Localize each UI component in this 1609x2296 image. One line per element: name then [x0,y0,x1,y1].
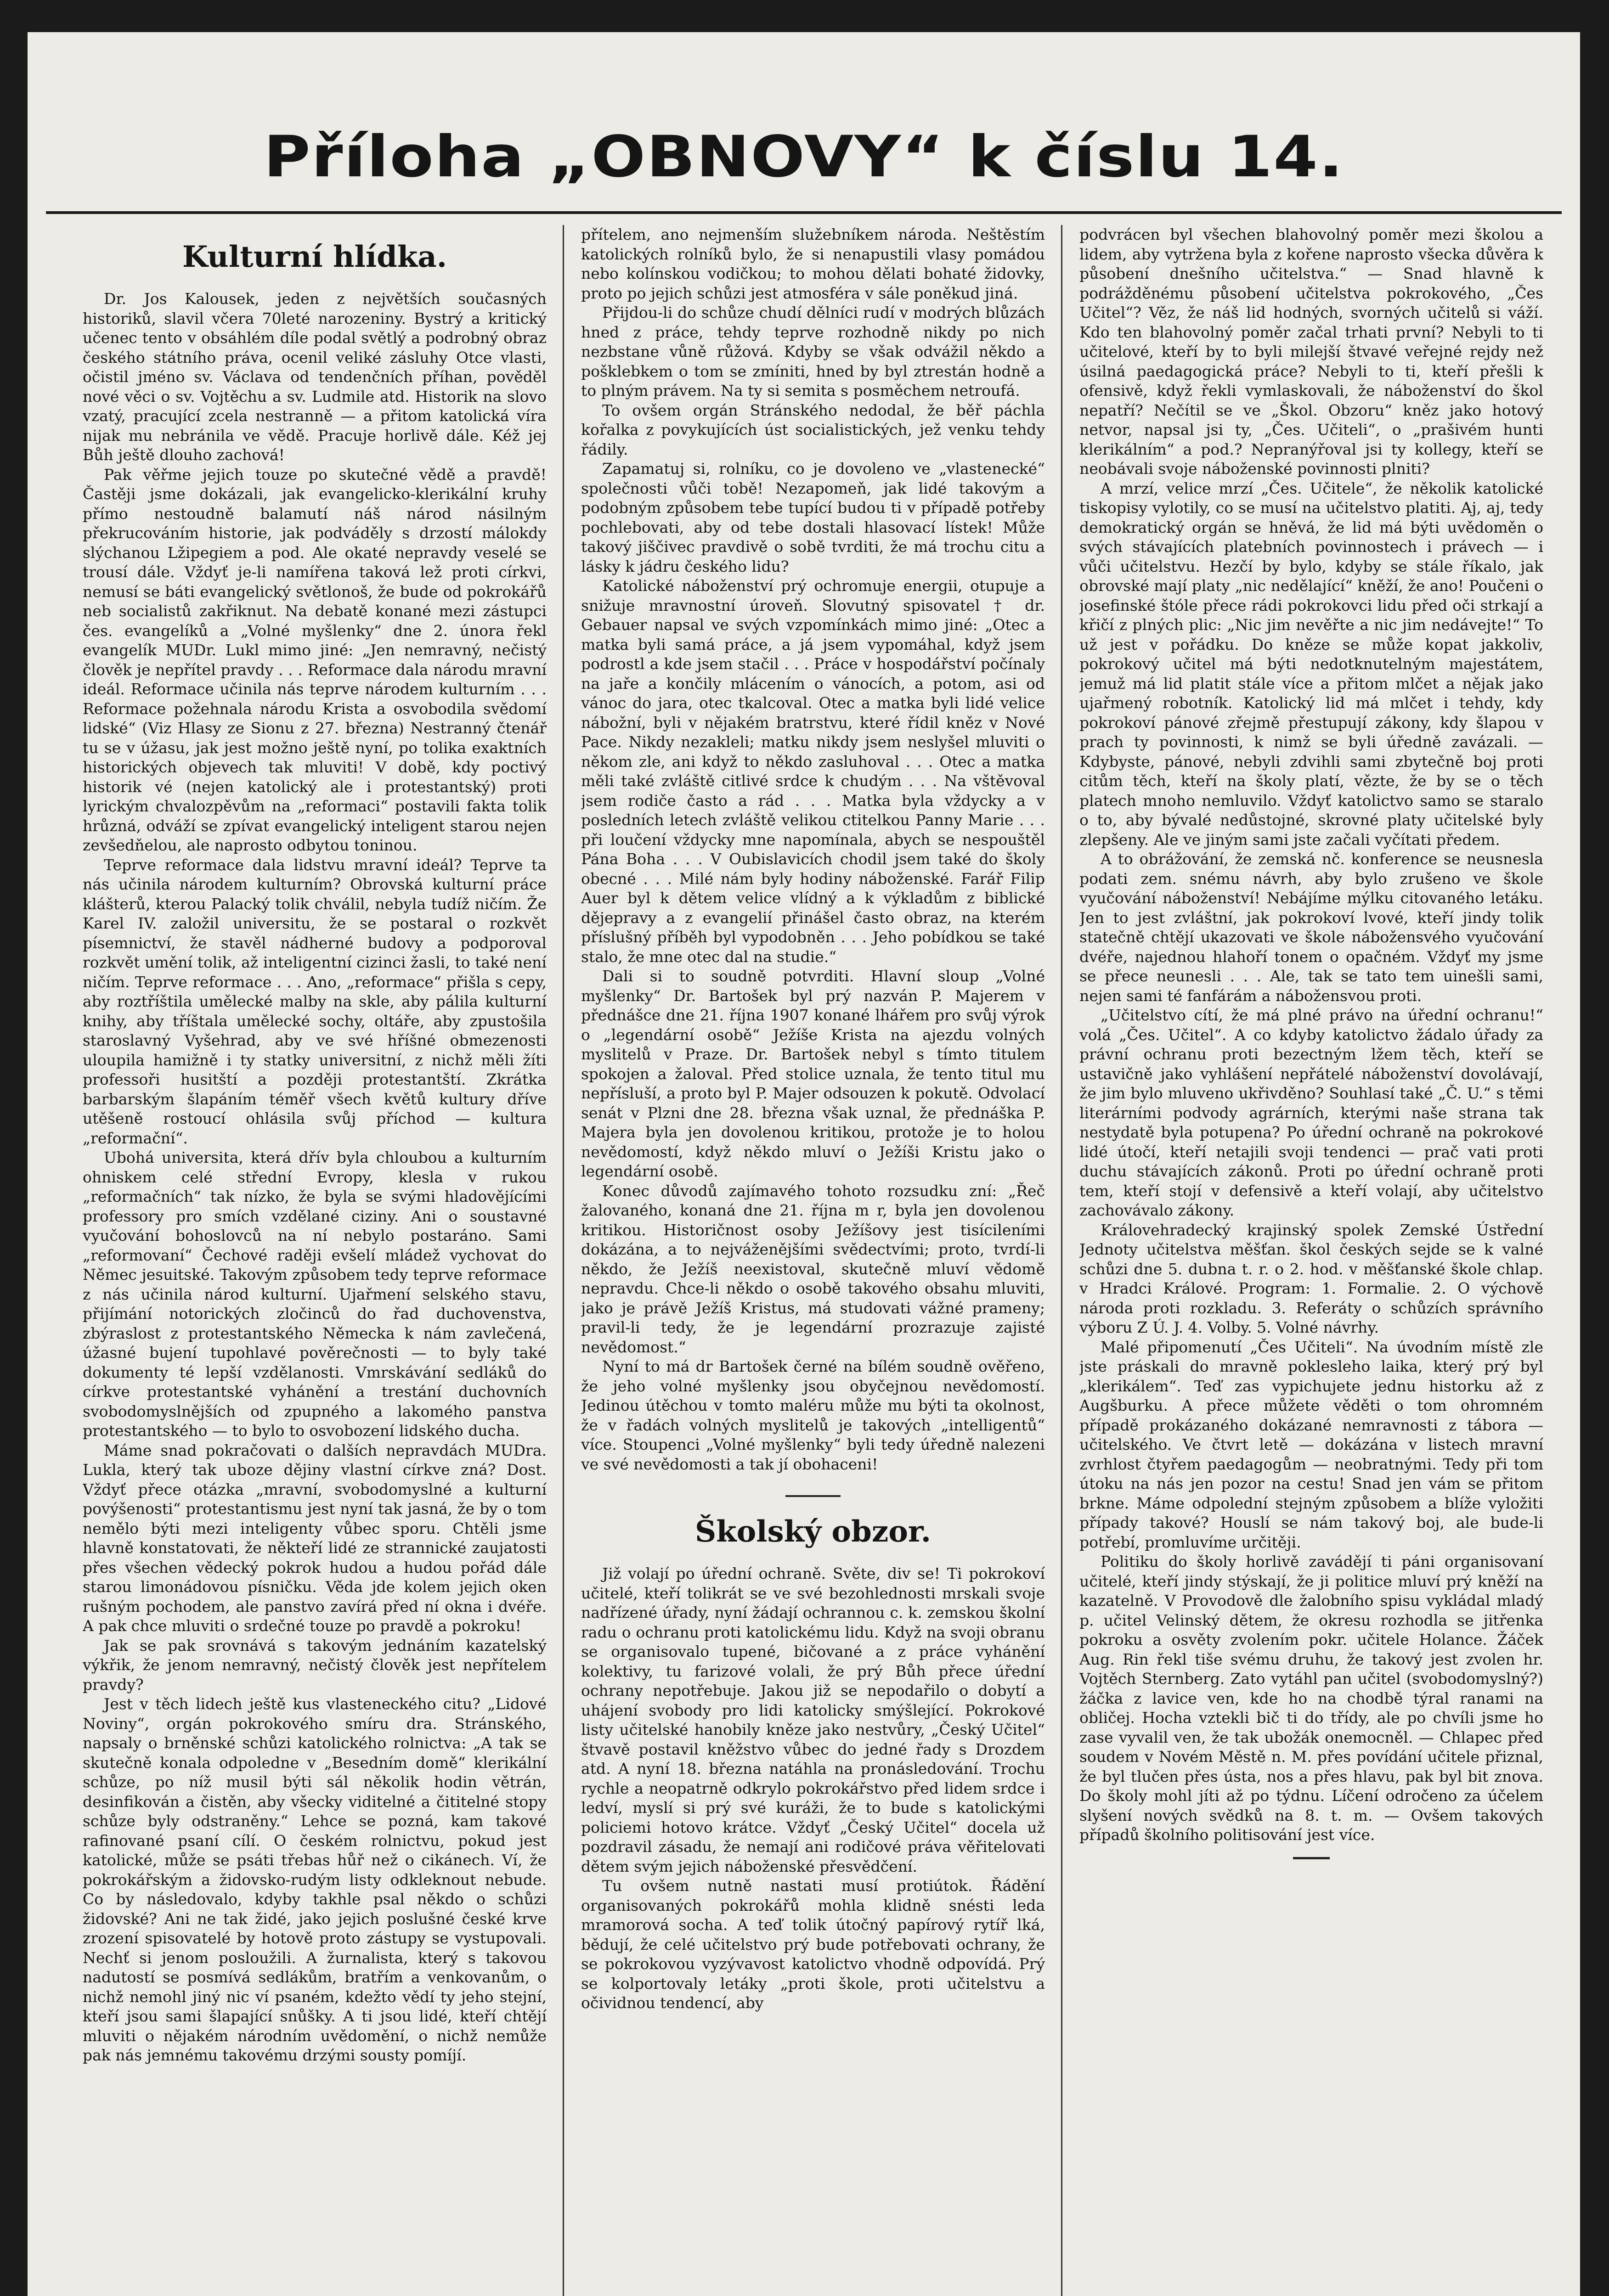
article-paragraph: Teprve reformace dala lidstvu mravní ideál? Teprve ta nás učinila národem kulturním? Obrovská kulturní práce klášterů, kterou Palacký tolik chválil, nebyla tudíž ničím. Že Karel IV. založil universitu, že se postaral o rozkvět písemnictví, že stavěl nádherné budovy a podporoval rozkvět umění tolik, až inteligentní cizinci žasli, to také není ničím. Teprve reformace . . . Ano, „reformace“ přišla s cepy, aby roztříštila umělecké malby na skle, aby pálila kulturní knihy, aby tříštala umělecké sochy, oltáře, aby zpustošila staroslavný Vyšehrad, aby ve své hříšné obmezenosti uloupila hamižně i ty statky universitní, z nichž měli žíti professoři husitští a později protestantští. Zkrátka barbarským šlapáním téměř všech květů kultury dříve utěšeně rostoucí ohlásila svůj příchod — kultura „reformační“. [83,855,547,1147]
article-paragraph: Zapamatuj si, rolníku, co je dovoleno ve „vlastenecké“ společnosti vůči tobě! Nezapomeň, jak lidé takovým a podobným způsobem tebe tupící budou ti v případě potřeby pochlebovati, aby od tebe dostali hlasovací lístek! Může takový jiščivec pravdivě o sobě tvrditi, že má trochu citu a lásky k jádru českého lidu? [581,460,1045,575]
article-paragraph: Politiku do školy horlivě zavádějí ti páni organisovaní učitelé, kteří jindy stýskají, že ji politice mluví prý kněží na kazatelně. V Provodově dle žalobního spisu vykládal mladý p. učitel Velinský dětem, že okresu rozhodla se jitřenka pokroku a osvěty zvolením pokr. učitele Holance. Žáček Aug. Rin řekl tiše svému druhu, že takový jest zvolen hr. Vojtěch Sternberg. Zato vytáhl pan učitel (svobodomyslný?) žáčka z lavice ven, kde ho na chodbě týral ranami na obličej. Hocha vztekli bič ti do třídy, ale po chvíli jsme ho zase vyvalil ven, že tak ubožák onemocněl. — Chlapec před soudem v Novém Městě n. M. přes povídání učitele přiznal, že byl tlučen přes ústa, nos a přes hlavu, pak byl bit znova. Do školy mohl jíti až po týdnu. Líčení odročeno za účelem slyšení nových svědků na 8. t. m. — Ovšem takových případů školního politisování jest více. [1079,1553,1543,1844]
section-title-kulturni-hlidka: Kulturní hlídka. [182,240,447,274]
article-paragraph: Dali si to soudně potvrditi. Hlavní sloup „Volné myšlenky“ Dr. Bartošek byl prý nazván P. Majerem v přednášce dne 21. října 1907 konané lhářem pro svůj výrok o „legendární osobě“ Ježíše Krista na ajezdu volných myslitelů v Praze. Dr. Bartošek nebyl s tímto titulem spokojen a žaloval. Před stolice uznala, že tento titul mu nepřísluší, a proto byl P. Majer odsouzen k pokutě. Odvolací senát v Plzni dne 28. března však uznal, že přednáška P. Majera byla jen dovolenou kritikou, protože je to holou nevědomostí, když někdo mluví o Ježíši Kristu jako o legendární osobě. [581,967,1045,1180]
article-paragraph: Již volají po úřední ochraně. Světe, div se! Ti pokrokoví učitelé, kteří tolikrát se ve své bezohlednosti mrskali svoje nadřízené úřady, nyní žádají ochrannou c. k. zemskou školní radu o ochranu proti katolickému lidu. Když na svoji obranu se organisovalo tupené, bičované a z práce vyhánění kolektivy, tu farizové volali, že prý Bůh přece úřední ochrany nepotřebuje. Jakou již se nepodařilo o dobytí a uhájení svobody pro lidi katolicky smýšlející. Pokrokové listy učitelské hanobily kněze jako nestvůry, „Český Učitel“ štvavě postavil kněžstvo vůbec do jedné řady s Drozdem atd. A nyní 18. března natáhla na pronásledování. Trochu rychle a neopatrně odkrylo pokrokářstvo před lidem srdce i ledví, myslí si prý své kuráži, že to bude s katolickými policiemi hotovo krátce. Vždyť „Český Učitel“ docela už pozdravil zásadu, že nemají ani rodičové práva věřitelovati dětem svým jejich náboženské přesvědčení. [581,1564,1045,1875]
article-paragraph: Nyní to má dr Bartošek černé na bílém soudně ověřeno, že jeho volné myšlenky jsou obyčejnou nevědomostí. Jedinou útěchou v tomto maléru může mu býti ta okolnost, že v řadách volných myslitelů je takových „intelligentů“ více. Stoupenci „Volné myšlenky“ byli tedy úředně nalezeni ve své nevědomosti a tak jí obohaceni! [581,1357,1045,1473]
newspaper-page [28,32,1580,2296]
column-divider [563,225,564,2296]
article-paragraph: Malé připomenutí „Čes Učiteli“. Na úvodním místě zle jste práskali do mravně poklesleho laika, který prý byl „klerikálem“. Teď zas vypichujete jednu historku až z Augšburku. A přece můžete věděti o tom ohromném případě prokázaného dokázané nemravnosti z tábora — učitelského. Ve čtvrt letě — dokázána v listech mravní zvrhlost čtyřem paedagogům — neobratnými. Tedy při tom útoku na nás jen pozor na cestu! Snad jen vám se přitom brkne. Máme odpolední stejným způsobem a blíže vyložiti případy takové? Houslí se nám takový boj, ale bude-li potřebí, promluvíme určitěji. [1079,1338,1543,1551]
article-paragraph: přítelem, ano nejmenším služebníkem národa. Neštěstím katolických rolníků bylo, že si nenapustili vlasy pomádou nebo kolínskou vodičkou; to mohou dělati bohaté židovky, proto po jejich schůzi jest atmosféra v sále poněkud jiná. [581,225,1045,302]
article-paragraph: A to obrážování, že zemská nč. konference se neusnesla podati zem. snému návrh, aby bylo zrušeno ve škole vyučování náboženství! Nebájíme mýlku citovaného letáku. Jen to jest zvláštní, jak pokrokoví lvové, kteří jindy tolik statečně chtějí ukazovati ve škole nábožensvého vyučování dvéře, najednou hlahoří tonem o opačném. Vždyť my jsme se přece neunesli . . . Ale, tak se tato tem uinešli sami, nejen sami té fanfárám a nábožensvou proti. [1079,850,1543,1005]
article-paragraph: To ovšem orgán Stránského nedodal, že běř páchla kořalka z povykujících úst socialistických, jež venku tehdy řádily. [581,401,1045,458]
column-2 [581,225,1045,2296]
article-paragraph: A mrzí, velice mrzí „Čes. Učitele“, že několik katolické tiskopisy vylotily, co se musí na učitelstvo platiti. Aj, aj, tedy demokratický orgán se hněvá, že lid má býti uvědoměn o svých stávajících platebních povinnostech i právech — i vůči učitelstvu. Hezčí by bylo, kdyby se stále říkalo, jak obrovské mají platy „nic nedělající“ kněží, že ano! Poučeni o josefinské štóle přece rádi pokrokovci lidu před oči strkají a křičí z plných plic: „Nic jim nevěřte a nic jim nedávejte!“ To už jest v pořádku. Do kněze se může kopat jakkoliv, pokrokový učitel má býti nedotknutelným majestátem, jemuž má lid platit stále více a přitom mlčet a nějak jako ujařmený robotník. Katolický lid má mlčet i tehdy, kdy pokrokoví pánové zřejmě přestupují zákony, kdy šlapou v prach ty povinnosti, k nimž se byli úředně zavázali. — Kdybyste, pánové, nebyli zdvihli sami zbytečně boj proti citům těch, kteří na školy platí, vězte, že by se o těch platech mnoho nemluvilo. Vždyť katolictvo samo se staralo o to, aby bývalé nedůstojné, skrovné platy učitelské byly zlepšeny. Ale ve jiným sami jste začali vyčítati předem. [1079,479,1543,849]
article-paragraph: Dr. Jos Kalousek, jeden z největších současných historiků, slavil včera 70leté narozeniny. Bystrý a kritický učenec tento v obsáhlém díle podal světlý a podrobný obraz českého státního práva, ocenil veliké zásluhy Otce vlasti, očistil jméno sv. Václava od tendenčních příhan, pověděl nové věci o sv. Vojtěchu a sv. Ludmile atd. Historik na slovo vzatý, pracující zcela nestranně — a přitom katolická víra nijak mu nebránila ve vědě. Pracuje horlivě dále. Kéž jej Bůh ještě dlouho zachová! [83,290,547,464]
article-paragraph: „Učitelstvo cítí, že má plné právo na úřední ochranu!“ volá „Čes. Učitel“. A co kdyby katolictvo žádalo úřady za právní ochranu proti bezectným lžem těch, kteří se ustavičně jako vyhlášení nepřátelé náboženství dovolávají, že jim bylo mluveno ukřivděno? Souhlasí také „Č. U.“ s těmi literárními podvody agrárních, kterými naše strana tak nestydatě byla potupena? Po úřední ochraně na pokrokové lidé útočí, kteří netajili svoji tendenci — prač vati proti duchu stávajících zákonů. Proti po úřední ochraně proti tem, kteří stojí v defensivě a kteří volají, aby učitelstvo zachovávalo zákony. [1079,1006,1543,1219]
article-paragraph: Ubohá universita, která dřív byla chloubou a kulturním ohniskem celé střední Evropy, klesla v rukou „reformačních“ tak nízko, že byla se svými hladovějícími professory pro smích vzdělané ciziny. Ani o soustavné vyučování bohoslovců na ní nebylo postaráno. Sami „reformovaní“ Čechové raději evšelí mládež vychovat do Němec jesuitské. Takovým způsobem tedy teprve reformace z nás učinila národ kulturní. Ujařmení selského stavu, přijímání notorických zločinců do řad duchovenstva, zbýraslost z protestantského Německa k nám zavlečená, úžasné bujení tupohlavé pověrečnosti — to byly také dokumenty té lepší vzdělanosti. Vmrskávání sedláků do církve protestantské vyhánění a trestání duchovních svobodomyslnějších od zpupného a lakomého panstva protestantského — to bylo to osvobození lidského ducha. [83,1148,547,1440]
column-divider [1061,225,1062,2296]
section-title-skolsky-obzor: Školský obzor. [695,1514,931,1549]
column-3 [1079,225,1543,2296]
article-paragraph: Konec důvodů zajímavého tohoto rozsudku zní: „Řeč žalovaného, konaná dne 21. října m r, byla jen dovolenou kritikou. Historičnost osoby Ježíšovy jest tisícileními dokázána, a to nejváženějšími svědectvími; proto, tvrdí-li někdo, že Ježíš neexistoval, skutečně mluví vědomě nepravdu. Chce-li někdo o osobě takového obsahu mluviti, jako je právě Ježíš Kristus, má studovati vážné prameny; pravil-li tedy, že je legendární prozrazuje zajisté nevědomost.“ [581,1182,1045,1356]
end-rule [1293,1857,1330,1859]
masthead-title: Příloha „OBNOVY“ k číslu 14. [263,124,1344,190]
article-paragraph: Máme snad pokračovati o dalších nepravdách MUDra. Lukla, který tak uboze dějiny vlastní církve zná? Dost. Vždyť přece otázka „mravní, svobodomyslné a kulturní povýšenosti“ protestantismu jest nyní tak jasná, že by o tom nemělo býti mezi inteligenty vůbec sporu. Chtěli jsme hlavně konstatovati, že někteří lidé ze strannické zaujatosti přes všechen vědecký pokrok hudou a hudou pořád dále starou limonádovou písničku. Věda jde kolem jejich oken rušným pochodem, ale panstvo zavírá před ní okna i dvéře. A pak chce mluviti o srdečné touze po pravdě a pokroku! [83,1441,547,1635]
article-paragraph: Pak věřme jejich touze po skutečné vědě a pravdě! Častěji jsme dokázali, jak evangelicko-klerikální kruhy přímo nestoudně balamutí náš národ násilným překrucováním historie, jak podváděly s drzostí málokdy slýchanou Lžipegiem a pod. Ale okaté nepravdy veselé se trousí dále. Vždyť je-li namířena taková lež proti církvi, nemusí se báti evangelický světlonoš, že bude od pokrokářů neb socialistů zakřiknut. Na debatě konané mezi zástupci čes. evangelíků a „Volné myšlenky“ dne 2. února řekl evangelík MUDr. Lukl mimo jiné: „Jen nemravný, nečistý člověk je nepřítel pravdy . . . Reformace dala národu mravní ideál. Reformace učinila nás teprve národem kulturním . . . Reformace požehnala národu Krista a osvobodila svědomí lidské“ (Viz Hlasy ze Sionu z 27. března) Nestranný čtenář tu se v úžasu, jak jest možno ještě nyní, po tolika exaktních historických objevech tak mluviti! V době, kdy poctivý historik vé (nejen katolický ale i protestantský) proti lyrickým chvalozpěvům na „reformaci“ postavili fakta tolik hrůzná, odváží se zpívat evangelický inteligent starou nejen zevšedňelou, ale naprosto odbytou toninou. [83,465,547,854]
column-1 [83,225,547,2296]
article-paragraph: Katolické náboženství prý ochromuje energii, otupuje a snižuje mravnostní úroveň. Slovutný spisovatel † dr. Gebauer napsal ve svých vzpomínkách mimo jiné: „Otec a matka byli samá práce, a já jsem vypomáhal, když jsem podrostl a kde jsem stačil . . . Práce v hospodářství počínaly na jaře a končily mlácením o vánocích, a potom, asi od vánoc do jara, otec tkalcoval. Otec a matka byli lidé velice nábožní, byli v nějakém bratrstvu, které řídil kněz v Nové Pace. Nikdy nezakleli; matku nikdy jsem neslyšel mluviti o někom zle, ani když to někdo zasluhoval . . . Otec a matka měli také zvláště citlivé srdce k chudým . . . Na vštěvoval jsem rodiče často a rád . . . Matka byla vždycky a v posledních letech zvláště velikou ctitelkou Panny Marie . . . při loučení vždycky mne napomínala, abych se nespouštěl Pána Boha . . . V Oubislavicích chodil jsem také do školy obecné . . . Milé nám byly hodiny náboženské. Farář Filip Auer byl k dětem velice vlídný a k výkladům z biblické dějepravy a z evangelií přinášel často obraz, na kterém příslušný příběh byl vypodobněn . . . Jeho pobídkou se také stalo, že mne otec dal na studie.“ [581,577,1045,966]
article-paragraph: Jest v těch lidech ještě kus vlasteneckého citu? „Lidové Noviny“, orgán pokrokového smíru dra. Stránského, napsaly o brněnské schůzi katolického rolnictva: „A tak se skutečně konala odpoledne v „Besedním domě“ klerikální schůze, po níž musil býti sál několik hodin větrán, desinfikován a čistěn, aby všecky viditelné a čititelné stopy schůze byly odstraněny.“ Lehce se pozná, kam takové rafinované psaní cílí. O českém rolnictvu, pokud jest katolické, může se psáti třebas hůř než o cikánech. Ví, že pokrokářským a židovsko-rudým listy odkleknout nebude. Co by následovalo, kdyby takhle psal někdo o schůzi židovské? Ani ne tak židé, jako jejich poslušné české krve zrození spisovatelé by hotově proto zástupy se vystupovali. Nechť si jenom posloužili. A žurnalista, který s takovou nadutostí se posmívá sedlákům, bratřím a venkovanům, o nichž nemohl jiný nic ví psaném, kdežto vědí ty jeho stejní, kteří jsou sami šlapající snůšky. A ti jsou lidé, kteří chtějí mluviti o nějakém národním uvědomění, o nichž nemůže pak nás jemnému takovému drzými sousty pomíjí. [83,1695,547,2064]
section-divider [785,1495,841,1497]
article-paragraph: Tu ovšem nutně nastati musí protiútok. Řádění organisovaných pokrokářů mohla klidně snésti leda mramorová socha. A teď tolik útočný papírový rytíř lká, bědují, že celé učitelstvo prý bude potřebovati ochrany, že se pokrokovou vyzývavost katolictvo vhodně odpovídá. Prý se kolportovaly letáky „proti škole, proti učitelstvu a očividnou tendencí, aby [581,1877,1045,2012]
article-paragraph: podvrácen byl všechen blahovolný poměr mezi školou a lidem, aby vytržena byla z kořene naprosto všecka důvěra k působení dnešního učitelstva.“ — Snad hlavně k podrážděnému působení učitelstva pokrokového, „Čes Učitel“? Věz, že náš lid hodných, svorných učitelů si váží. Kdo ten blahovolný poměr začal trhati první? Nebyli to ti učitelové, kteří by to byli milejší štvavé veřejné rejdy než úsilná paedagogická práce? Nebyli to ti, kteří přešli k ofensivě, když řekli vymlaskovali, že náboženství do škol nepatří? Nečítil se ve „Škol. Obzoru“ kněz jako hotový netvor, napsal jsi ty, „Čes. Učiteli“, o „prašivém hunti klerikálním“ a pod.? Nepranýřoval jsi ty kollegy, kteří se neobávali svoje náboženské povinnosti plniti? [1079,225,1543,478]
article-paragraph: Jak se pak srovnává s takovým jednáním kazatelský výkřik, že jenom nemravný, nečistý člověk jest nepřítelem pravdy? [83,1636,547,1694]
article-paragraph: Přijdou-li do schůze chudí dělníci rudí v modrých blůzách hned z práce, tehdy teprve rozhodně nikdy po nich nezbstane vůně růžová. Kdyby se však odvážil někdo a pošklebkem o tom se zmíniti, hned by byl ztrestán hodně a to plným právem. Na ty si semita s posměchem netroufá. [581,304,1045,400]
article-paragraph: Královehradecký krajinský spolek Zemské Ústřední Jednoty učitelstva měšťan. škol českých sejde se k valné schůzi dne 5. dubna t. r. o 2. hod. v měšťanské škole chlap. v Hradci Králové. Program: 1. Formalie. 2. O výchově národa proti rozkladu. 3. Referáty o schůzích správního výboru Z Ú. J. 4. Volby. 5. Volné návrhy. [1079,1221,1543,1336]
header-rule [46,211,1562,214]
